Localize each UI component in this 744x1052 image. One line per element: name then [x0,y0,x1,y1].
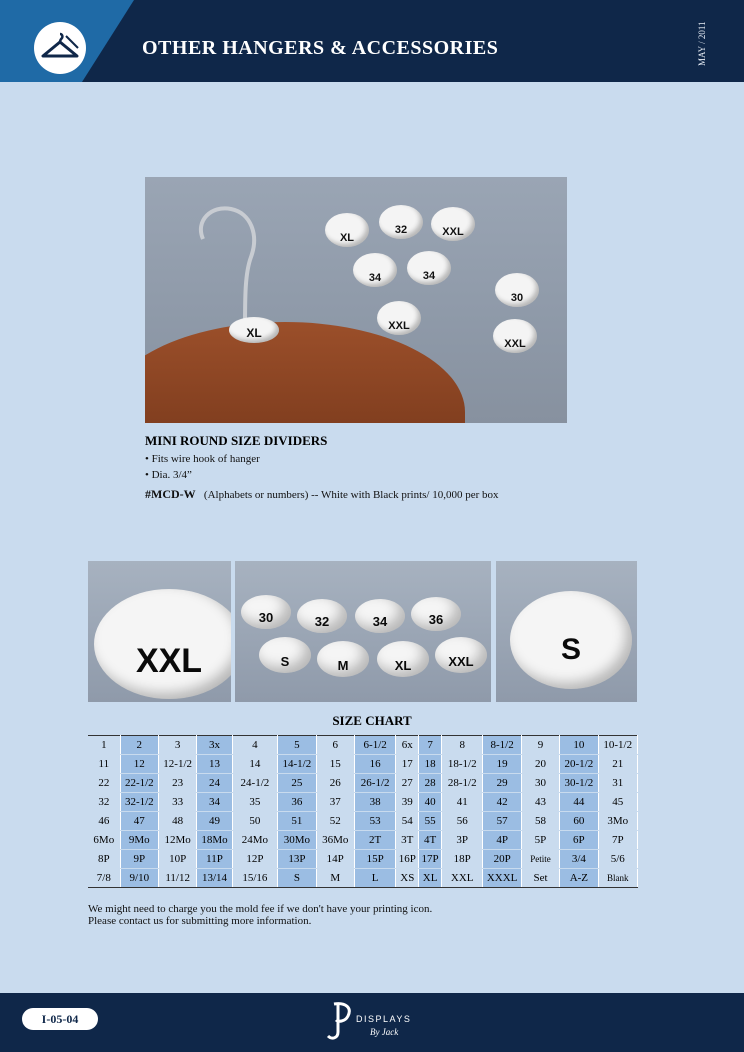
size-chart-cell: 36 [278,793,316,812]
size-chart-cell: 51 [278,812,316,831]
size-chart-cell: 22 [88,774,120,793]
product-photo-assortment [235,561,491,702]
size-chart-row [88,869,638,888]
size-chart-cell: 13 [197,755,232,774]
wooden-hanger [145,322,465,423]
wire-hook [189,201,279,331]
size-chart-cell: 7 [419,736,442,755]
size-divider: M [317,641,369,677]
size-chart-cell: 34 [197,793,232,812]
size-chart-title: SIZE CHART [332,713,412,728]
size-chart-cell: 58 [521,812,559,831]
size-chart-cell: 9/10 [120,869,158,888]
size-divider: 32 [297,599,347,633]
size-chart-cell: 16P [396,850,419,869]
note-line: We might need to charge you the mold fee if we don't have your printing icon. [88,903,433,915]
size-divider: 34 [353,253,397,287]
size-chart-cell: 7/8 [88,869,120,888]
size-chart-cell: 30-1/2 [560,774,598,793]
size-divider: XL [377,641,429,677]
size-divider: XXL [431,207,475,241]
size-chart-cell: 15/16 [232,869,278,888]
size-chart-cell: A-Z [560,869,598,888]
size-chart-cell: 4P [483,831,521,850]
size-chart-cell: 4T [419,831,442,850]
size-chart-cell: 11P [197,850,232,869]
size-chart-cell: 14P [316,850,354,869]
size-chart-cell: 12-1/2 [158,755,196,774]
note-line: Please contact us for submitting more information. [88,915,312,927]
size-divider: 30 [241,595,291,629]
size-chart-cell: 21 [598,755,637,774]
size-chart-cell: 30Mo [278,831,316,850]
size-chart-cell: 3x [197,736,232,755]
size-chart-cell: 40 [419,793,442,812]
size-chart-cell: 37 [316,793,354,812]
size-chart-cell: 46 [88,812,120,831]
size-chart-cell: 44 [560,793,598,812]
feature-bullet: • Dia. 3/4” [145,469,192,481]
size-chart-cell: 6 [316,736,354,755]
size-chart-row [88,793,638,812]
size-chart-cell: 13P [278,850,316,869]
size-chart-cell: XXXL [483,869,521,888]
issue-date: MAY / 2011 [697,21,707,67]
size-chart-table [88,735,638,888]
size-chart-cell: 9Mo [120,831,158,850]
brand-name: DISPLAYS [356,1014,412,1024]
product-photo-xxl [88,561,231,702]
size-chart-cell: 18Mo [197,831,232,850]
size-chart-cell: 16 [354,755,395,774]
size-chart-cell: Petite [521,850,559,869]
size-divider: 34 [407,251,451,285]
size-chart-cell: 14-1/2 [278,755,316,774]
size-chart-cell: 11/12 [158,869,196,888]
mold-fee-note [88,903,432,927]
sku-line [145,487,499,502]
size-chart-cell: 53 [354,812,395,831]
size-chart-cell: 8 [441,736,482,755]
size-chart-cell: 35 [232,793,278,812]
product-photo-s [496,561,637,702]
size-chart-cell: 31 [598,774,637,793]
size-chart-cell: 14 [232,755,278,774]
size-chart-cell: 33 [158,793,196,812]
size-chart-cell: 26-1/2 [354,774,395,793]
size-chart-cell: 41 [441,793,482,812]
size-divider-closeup: XXL [94,589,231,699]
size-divider: XXL [493,319,537,353]
size-chart-cell: 6Mo [88,831,120,850]
size-divider: XXL [435,637,487,673]
size-chart-cell: 32 [88,793,120,812]
brand-tagline: By Jack [370,1027,399,1037]
size-chart-cell: 5/6 [598,850,637,869]
size-chart-cell: 11 [88,755,120,774]
size-chart-cell: 39 [396,793,419,812]
size-chart-cell: 9 [521,736,559,755]
size-divider: 34 [355,599,405,633]
size-chart-cell: 32-1/2 [120,793,158,812]
size-chart-cell: 10 [560,736,598,755]
size-chart-cell: 12Mo [158,831,196,850]
size-divider: S [259,637,311,673]
size-chart-cell: 18-1/2 [441,755,482,774]
size-chart-cell: 22-1/2 [120,774,158,793]
size-chart-cell: 3T [396,831,419,850]
size-chart-cell: 28 [419,774,442,793]
size-chart-cell: 8-1/2 [483,736,521,755]
size-chart-cell: 17 [396,755,419,774]
size-chart-cell: 2 [120,736,158,755]
size-divider: XL [325,213,369,247]
jp-monogram-icon [326,998,356,1044]
size-chart-cell: Set [521,869,559,888]
size-chart-cell: 24Mo [232,831,278,850]
size-chart-row [88,755,638,774]
size-chart-cell: 7P [598,831,637,850]
size-chart-cell: 4 [232,736,278,755]
size-divider: XXL [377,301,421,335]
size-chart-cell: 29 [483,774,521,793]
size-chart-cell: XL [419,869,442,888]
size-chart-cell: 30 [521,774,559,793]
size-chart-cell: 9P [120,850,158,869]
size-chart-cell: 3 [158,736,196,755]
size-chart-cell: 8P [88,850,120,869]
size-chart-cell: 17P [419,850,442,869]
size-chart-cell: 5P [521,831,559,850]
size-chart-row [88,831,638,850]
size-chart-cell: 26 [316,774,354,793]
size-chart-cell: 47 [120,812,158,831]
size-chart-cell: 3P [441,831,482,850]
size-chart-cell: 12P [232,850,278,869]
size-chart-cell: 38 [354,793,395,812]
page-title: OTHER HANGERS & ACCESSORIES [142,37,499,59]
size-chart-cell: 6-1/2 [354,736,395,755]
size-chart-cell: 28-1/2 [441,774,482,793]
size-chart-cell: 1 [88,736,120,755]
size-chart-cell: 3/4 [560,850,598,869]
sku-description: (Alphabets or numbers) -- White with Black prints/ 10,000 per box [203,489,499,501]
size-chart-cell: 6P [560,831,598,850]
size-chart-cell: 15P [354,850,395,869]
size-chart-cell: 54 [396,812,419,831]
size-chart-cell: 45 [598,793,637,812]
size-chart-cell: 50 [232,812,278,831]
size-chart-cell: 10P [158,850,196,869]
size-chart-cell: 5 [278,736,316,755]
size-chart-cell: 6x [396,736,419,755]
size-chart-row [88,850,638,869]
product-photo-main [145,177,567,423]
size-chart-cell: 20 [521,755,559,774]
size-chart-cell: 27 [396,774,419,793]
size-chart-cell: M [316,869,354,888]
size-chart-cell: 24 [197,774,232,793]
size-chart-cell: 13/14 [197,869,232,888]
size-chart-cell: 56 [441,812,482,831]
size-chart-cell: L [354,869,395,888]
size-divider: 30 [495,273,539,307]
size-divider: 36 [411,597,461,631]
size-chart-row [88,774,638,793]
page-code: I-05-04 [22,1008,98,1030]
size-chart-cell: 57 [483,812,521,831]
size-chart-cell: 42 [483,793,521,812]
size-chart-cell: 2T [354,831,395,850]
size-chart-row [88,812,638,831]
size-chart-cell: 25 [278,774,316,793]
page-header [0,0,744,82]
size-chart-cell: 3Mo [598,812,637,831]
hanger-size-tag: XL [229,317,279,343]
size-chart-cell: S [278,869,316,888]
size-chart-cell: 43 [521,793,559,812]
feature-bullet: • Fits wire hook of hanger [145,453,260,465]
hanger-icon [40,30,80,66]
size-chart-cell: 36Mo [316,831,354,850]
hanger-logo [34,22,86,74]
size-divider: 32 [379,205,423,239]
size-chart-cell: XXL [441,869,482,888]
header-accent-slant [82,0,134,82]
size-chart-row [88,736,638,755]
size-chart-cell: 18 [419,755,442,774]
sku-code: #MCD-W [145,487,196,501]
size-chart-cell: 18P [441,850,482,869]
size-chart-cell: XS [396,869,419,888]
size-chart-cell: 49 [197,812,232,831]
size-chart-cell: 52 [316,812,354,831]
size-chart-cell: 12 [120,755,158,774]
size-chart-cell: 20-1/2 [560,755,598,774]
size-chart-cell: Blank [598,869,637,888]
product-title: MINI ROUND SIZE DIVIDERS [145,433,328,448]
size-chart-cell: 60 [560,812,598,831]
size-chart-cell: 55 [419,812,442,831]
size-chart-cell: 15 [316,755,354,774]
size-chart-cell: 10-1/2 [598,736,637,755]
brand-logo [326,996,426,1046]
size-chart-cell: 24-1/2 [232,774,278,793]
size-chart-cell: 48 [158,812,196,831]
size-chart-cell: 19 [483,755,521,774]
size-chart-cell: 23 [158,774,196,793]
size-divider-closeup: S [510,591,632,689]
size-chart-cell: 20P [483,850,521,869]
